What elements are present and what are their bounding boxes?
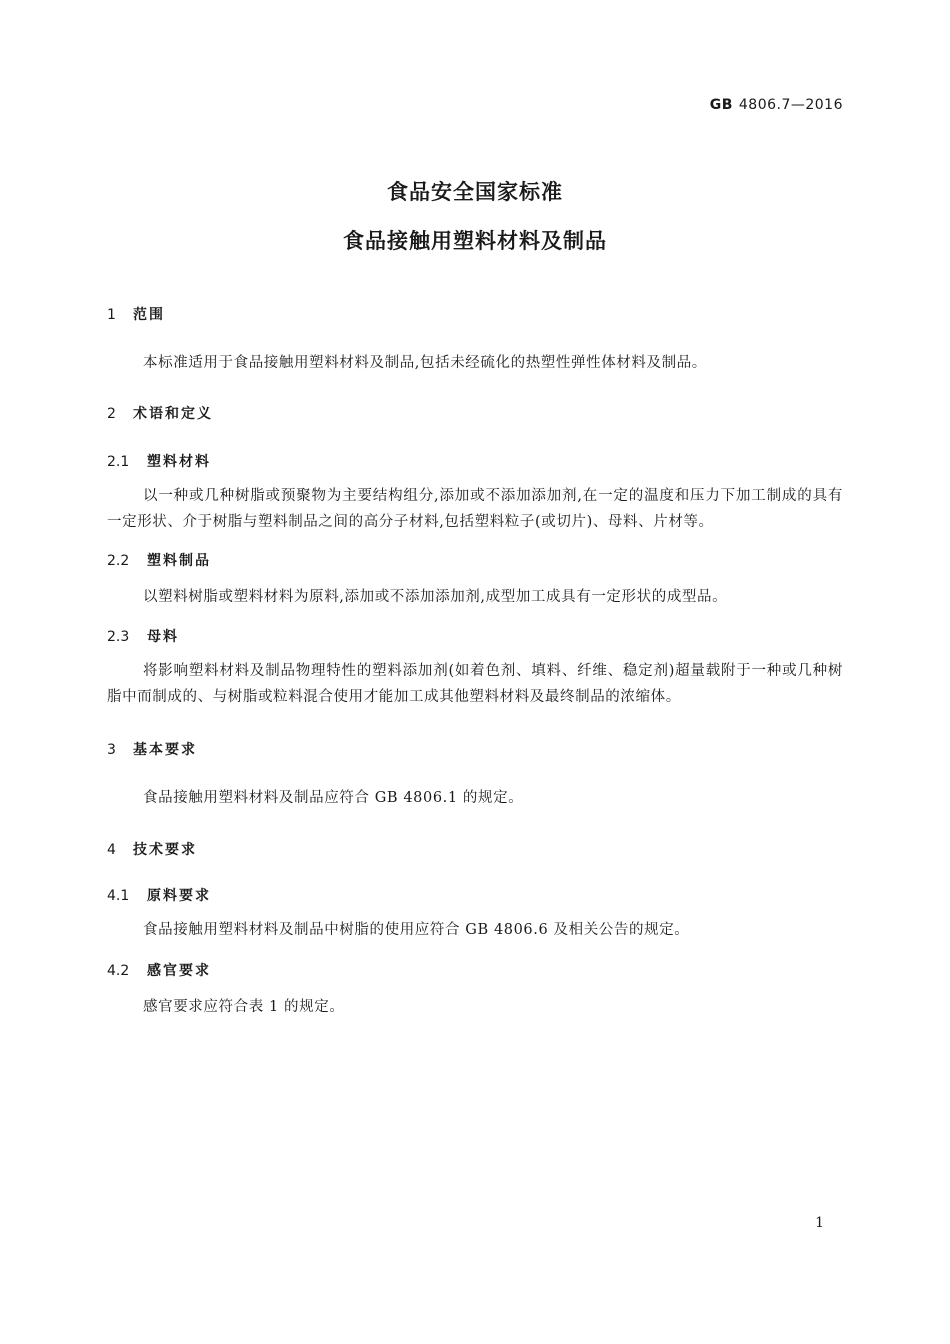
standard-code: [710, 97, 843, 113]
section-heading-2: [107, 403, 213, 423]
section-label: 感官要求: [147, 963, 211, 979]
section-heading-3: [107, 739, 197, 759]
section-number: 2.3: [107, 629, 130, 645]
section-2-1-paragraph: 以一种或几种树脂或预聚物为主要结构组分,添加或不添加添加剂,在一定的温度和压力下加工制成的具有一定形状、介于树脂与塑料制品之间的高分子材料,包括塑料粒子(或切片)、母料、片材等。: [107, 488, 843, 530]
section-number: 4.1: [107, 888, 130, 904]
section-label: 基本要求: [133, 742, 197, 758]
section-1-paragraph: 本标准适用于食品接触用塑料材料及制品,包括未经硫化的热塑性弹性体材料及制品。: [143, 355, 707, 371]
section-label: 术语和定义: [133, 406, 213, 422]
section-number: 2: [107, 406, 116, 422]
section-label: 技术要求: [133, 842, 197, 858]
section-heading-2-1: [107, 451, 211, 471]
section-heading-4-2: [107, 960, 211, 980]
page-number: 1: [815, 1215, 824, 1231]
section-label: 母料: [147, 629, 179, 645]
standard-number: 4806.7—2016: [738, 97, 843, 113]
document-title-line-2: 食品接触用塑料材料及制品: [343, 229, 607, 253]
section-heading-1: [107, 304, 165, 324]
section-2-3-paragraph: 将影响塑料材料及制品物理特性的塑料添加剂(如着色剂、填料、纤维、稳定剂)超量载附于一种或几种树脂中而制成的、与树脂或粒料混合使用才能加工成其他塑料材料及最终制品的浓缩体。: [107, 663, 843, 705]
section-label: 塑料材料: [147, 454, 211, 470]
section-number: 2.1: [107, 454, 130, 470]
section-heading-4-1: [107, 885, 211, 905]
section-heading-4: [107, 839, 197, 859]
section-heading-2-2: [107, 550, 211, 570]
section-number: 4: [107, 842, 116, 858]
section-number: 4.2: [107, 963, 130, 979]
section-heading-2-3: [107, 626, 179, 646]
section-2-2-paragraph: 以塑料树脂或塑料材料为原料,添加或不添加添加剂,成型加工成具有一定形状的成型品。: [143, 589, 728, 605]
section-number: 2.2: [107, 553, 130, 569]
section-number: 1: [107, 307, 116, 323]
section-label: 原料要求: [147, 888, 211, 904]
section-label: 塑料制品: [147, 553, 211, 569]
section-label: 范围: [133, 307, 165, 323]
section-4-2-paragraph: 感官要求应符合表 1 的规定。: [143, 999, 345, 1015]
section-4-1-paragraph: 食品接触用塑料材料及制品中树脂的使用应符合 GB 4806.6 及相关公告的规定。: [143, 922, 690, 938]
section-number: 3: [107, 742, 116, 758]
standard-prefix: GB: [709, 97, 733, 113]
document-title-line-1: 食品安全国家标准: [387, 180, 563, 204]
section-3-paragraph: 食品接触用塑料材料及制品应符合 GB 4806.1 的规定。: [143, 790, 524, 806]
